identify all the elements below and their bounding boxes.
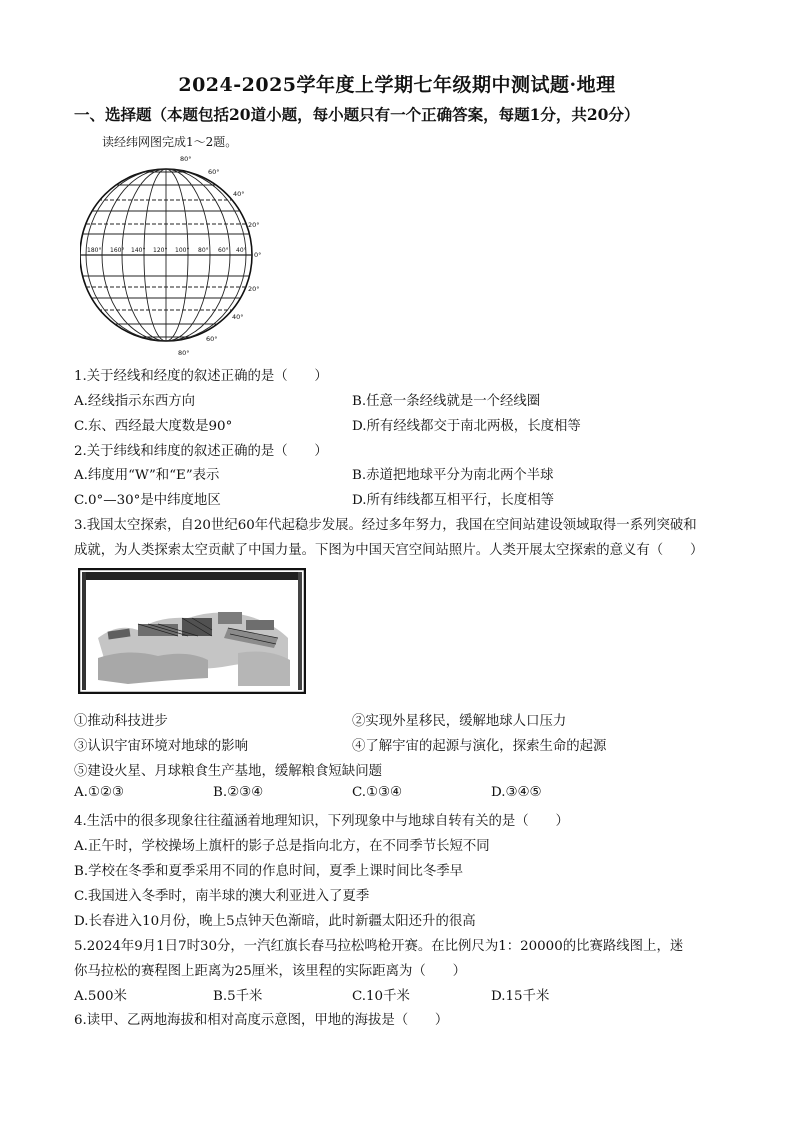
lon-label: 120° [153, 247, 168, 254]
lat-label: 20° [248, 221, 260, 229]
lat-label: 40° [232, 313, 244, 321]
q2-option-c: C.0°—30°是中纬度地区 [74, 493, 221, 508]
question-3-stem-line2: 成就，为人类探索太空贡献了中国力量。下图为中国天宫空间站照片。人类开展太空探索的意义有（ ） [74, 543, 704, 558]
q1-option-c: C.东、西经最大度数是90° [74, 419, 233, 434]
question-5-stem-line1: 5.2024年9月1日7时30分，一汽红旗长春马拉松鸣枪开赛。在比例尺为1：20000的比赛路线图上，迷 [74, 939, 684, 954]
q2-option-a: A.纬度用“W”和“E”表示 [74, 468, 220, 483]
lat-label: 0° [254, 251, 262, 259]
q4-option-a: A.正午时，学校操场上旗杆的影子总是指向北方，在不同季节长短不同 [74, 839, 490, 854]
q1-option-d: D.所有经线都交于南北两极，长度相等 [352, 419, 581, 434]
lat-label: 40° [233, 190, 245, 198]
question-2-stem: 2.关于纬线和纬度的叙述正确的是（ ） [74, 444, 328, 459]
lat-label: 80° [180, 155, 192, 163]
q3-statement-4: ④了解宇宙的起源与演化，探索生命的起源 [352, 739, 607, 754]
section-heading: 一、选择题（本题包括20道小题，每小题只有一个正确答案，每题1分，共20分） [74, 105, 640, 124]
q4-option-c: C.我国进入冬季时，南半球的澳大利亚进入了夏季 [74, 889, 370, 904]
lon-label: 40° [236, 247, 247, 254]
q3-statement-1: ①推动科技进步 [74, 714, 168, 729]
lon-label: 80° [198, 247, 209, 254]
question-4-stem: 4.生活中的很多现象往往蕴涵着地理知识，下列现象中与地球自转有关的是（ ） [74, 814, 569, 829]
lon-label: 180° [87, 247, 102, 254]
q3-statement-5: ⑤建设火星、月球粮食生产基地，缓解粮食短缺问题 [74, 764, 382, 779]
figure-hint: 读经纬网图完成1～2题。 [102, 135, 238, 149]
lat-label: 60° [208, 168, 220, 176]
q3-statement-2: ②实现外星移民，缓解地球人口压力 [352, 714, 567, 729]
question-3-stem-line1: 3.我国太空探索，自20世纪60年代起稳步发展。经过多年努力，我国在空间站建设领域取得一系列突破和 [74, 518, 697, 533]
space-station-photo [78, 568, 306, 694]
globe-graticule-figure [80, 152, 270, 360]
q2-option-b: B.赤道把地球平分为南北两个半球 [352, 468, 554, 483]
lon-label: 140° [131, 247, 146, 254]
q5-option-a: A.500米 [74, 989, 127, 1004]
q2-option-d: D.所有纬线都互相平行，长度相等 [352, 493, 554, 508]
q3-option-a: A.①②③ [74, 785, 124, 800]
lon-label: 60° [218, 247, 229, 254]
question-6-stem: 6.读甲、乙两地海拔和相对高度示意图，甲地的海拔是（ ） [74, 1013, 449, 1028]
lat-label: 80° [178, 349, 190, 357]
q3-statement-3: ③认识宇宙环境对地球的影响 [74, 739, 249, 754]
q1-option-a: A.经线指示东西方向 [74, 394, 196, 409]
q3-option-d: D.③④⑤ [491, 785, 542, 800]
question-1-stem: 1.关于经线和经度的叙述正确的是（ ） [74, 369, 328, 384]
q3-option-b: B.②③④ [213, 785, 264, 800]
question-5-stem-line2: 你马拉松的赛程图上距离为25厘米，该里程的实际距离为（ ） [74, 964, 466, 979]
lat-label: 60° [206, 335, 218, 343]
q1-option-b: B.任意一条经线就是一个经线圈 [352, 394, 541, 409]
q5-option-d: D.15千米 [491, 989, 550, 1004]
q5-option-b: B.5千米 [213, 989, 263, 1004]
page-title: 2024-2025学年度上学期七年级期中测试题·地理 [178, 74, 616, 96]
q4-option-b: B.学校在冬季和夏季采用不同的作息时间，夏季上课时间比冬季早 [74, 864, 464, 879]
q4-option-d: D.长春进入10月份，晚上5点钟天色渐暗，此时新疆太阳还升的很高 [74, 914, 476, 929]
q3-option-c: C.①③④ [352, 785, 403, 800]
lon-label: 160° [110, 247, 125, 254]
lon-label: 100° [175, 247, 190, 254]
lat-label: 20° [248, 285, 260, 293]
q5-option-c: C.10千米 [352, 989, 410, 1004]
